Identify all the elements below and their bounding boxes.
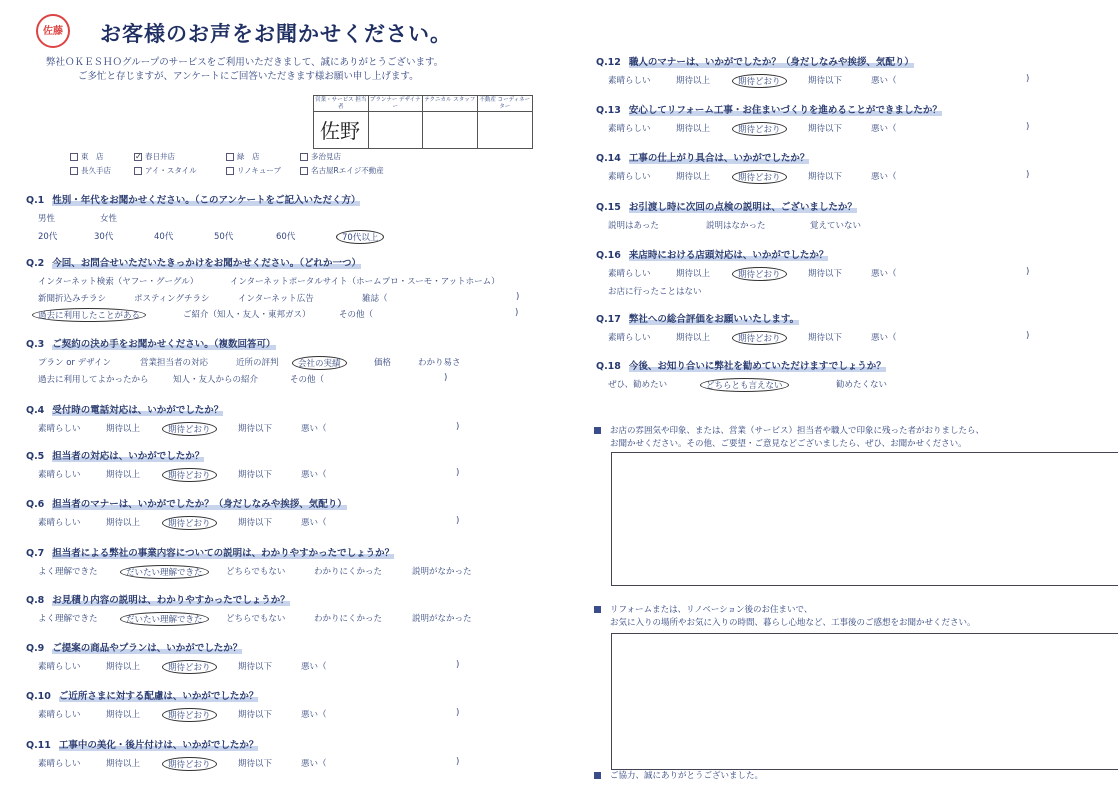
option-bracket-close: ) [1026, 74, 1030, 84]
answer-option[interactable]: 期待以下 [238, 710, 273, 720]
question-heading [26, 448, 204, 462]
question-number: Q.15 [596, 202, 621, 213]
answer-option[interactable]: 覚えていない [810, 221, 862, 231]
answer-option[interactable]: 期待どおり [162, 757, 217, 771]
question-number: Q.4 [26, 405, 45, 416]
question-heading [26, 192, 360, 206]
answer-option[interactable]: 素晴らしい [608, 172, 651, 182]
answer-option[interactable]: 雑誌（ [362, 294, 388, 304]
answer-option[interactable]: ぜひ、勧めたい [608, 380, 668, 390]
question-number: Q.9 [26, 643, 45, 654]
option-bracket-close: ) [515, 308, 519, 318]
answer-option[interactable]: どちらでもない [226, 614, 286, 624]
answer-option[interactable]: 素晴らしい [38, 710, 81, 720]
answer-option[interactable]: 女性 [100, 214, 118, 224]
answer-option[interactable]: 悪い（ [871, 333, 897, 343]
answer-option[interactable]: 悪い（ [301, 662, 327, 672]
store-option[interactable] [134, 151, 175, 162]
question-heading [596, 358, 886, 372]
page-title: お客様のお声をお聞かせください。 [100, 22, 452, 46]
answer-option[interactable]: 期待どおり [162, 708, 217, 722]
answer-option[interactable]: 素晴らしい [38, 518, 81, 528]
question-number: Q.11 [26, 740, 51, 751]
question-text: 工事中の美化・後片付けは、いかがでしたか？ [58, 740, 259, 751]
answer-option[interactable]: 20代 [38, 232, 58, 242]
seal-stamp: 佐藤 [36, 14, 70, 48]
question-heading [26, 640, 242, 654]
question-text: 弊社への総合評価をお願いいたします。 [628, 314, 800, 325]
answer-option[interactable]: 期待以下 [808, 76, 843, 86]
answer-option[interactable]: ポスティングチラシ [134, 294, 210, 304]
answer-option[interactable]: 悪い（ [871, 172, 897, 182]
question-text: ご近所さまに対する配慮は、いかがでしたか？ [58, 691, 259, 702]
answer-option[interactable]: 価格 [374, 358, 392, 368]
answer-option[interactable]: よく理解できた [38, 614, 98, 624]
answer-option[interactable]: 期待以下 [238, 518, 273, 528]
answer-option[interactable]: よく理解できた [38, 567, 98, 577]
answer-option[interactable]: 素晴らしい [38, 470, 81, 480]
checkbox-checked-icon[interactable]: ✓ [135, 152, 142, 161]
answer-option[interactable]: インターネットポータルサイト（ホームプロ・スーモ・アットホーム） [230, 277, 500, 287]
checkbox-icon[interactable] [300, 167, 308, 175]
question-heading [596, 150, 809, 164]
answer-option[interactable]: 悪い（ [301, 424, 327, 434]
store-option[interactable] [70, 165, 111, 176]
answer-option[interactable]: 悪い（ [301, 518, 327, 528]
answer-option[interactable]: 過去に利用してよかったから [38, 375, 149, 385]
option-bracket-close: ) [516, 292, 520, 302]
answer-option[interactable]: 期待以上 [106, 662, 141, 672]
question-number: Q.5 [26, 451, 45, 462]
answer-option[interactable]: 素晴らしい [608, 269, 651, 279]
option-bracket-close: ) [1026, 122, 1030, 132]
question-number: Q.3 [26, 339, 45, 350]
comment-1-prompt [594, 425, 984, 451]
answer-option[interactable]: 期待以下 [238, 662, 273, 672]
question-heading [26, 255, 361, 269]
answer-option[interactable]: 期待以上 [106, 759, 141, 769]
answer-option[interactable]: 70代以上 [336, 230, 384, 244]
checkbox-icon[interactable] [226, 153, 234, 161]
question-number: Q.8 [26, 595, 45, 606]
answer-option[interactable]: 悪い（ [301, 710, 327, 720]
answer-option[interactable]: 60代 [276, 232, 296, 242]
store-label: 長久手店 [81, 166, 111, 175]
question-text: 担当者による弊社の事業内容についての説明は、わかりやすかったでしょうか？ [52, 548, 395, 559]
answer-option[interactable]: 期待以上 [676, 269, 711, 279]
answer-option[interactable]: 期待以下 [238, 470, 273, 480]
answer-option[interactable]: 素晴らしい [608, 333, 651, 343]
footer-thanks [594, 770, 763, 783]
store-label: アイ・スタイル [145, 166, 197, 175]
staff-header: 営業・サービス 担当者 [314, 96, 368, 112]
comment-2-prompt [594, 604, 976, 630]
option-bracket-close: ) [1026, 331, 1030, 341]
question-text: 担当者の対応は、いかがでしたか？ [52, 451, 205, 462]
option-bracket-close: ) [1026, 267, 1030, 277]
staff-header: プランナー デザイナー [369, 96, 423, 112]
question-text: ご提案の商品やプランは、いかがでしたか？ [52, 643, 243, 654]
question-text: 受付時の電話対応は、いかがでしたか？ [52, 405, 224, 416]
store-option[interactable] [70, 151, 104, 162]
question-text: 今回、お問合せいただいたきっかけをお聞かせください。（どれか一つ） [52, 258, 362, 269]
question-number: Q.12 [596, 57, 621, 68]
question-text: 安心してリフォーム工事・お住まいづくりを進めることができましたか？ [628, 105, 942, 116]
question-heading [596, 54, 914, 68]
store-option[interactable] [226, 165, 281, 176]
answer-option[interactable]: 悪い（ [871, 124, 897, 134]
answer-option[interactable]: 悪い（ [301, 759, 327, 769]
comment-1-textarea[interactable] [611, 452, 1118, 586]
question-text: 工事の仕上がり具合は、いかがでしたか？ [628, 153, 810, 164]
question-text: 今後、お知り合いに弊社を勧めていただけますでしょうか？ [628, 361, 886, 372]
question-text: お引渡し時に次回の点検の説明は、ございましたか？ [628, 202, 857, 213]
staff-value: 佐野 [320, 119, 360, 143]
option-bracket-close: ) [456, 757, 460, 767]
comment-1-line-2: お聞かせください。その他、ご要望・ご意見などございましたら、ぜひ、お聞かせください。 [610, 439, 967, 449]
answer-option[interactable]: インターネット広告 [238, 294, 314, 304]
answer-option[interactable]: 新聞折込みチラシ [38, 294, 107, 304]
answer-option[interactable]: 期待以上 [676, 333, 711, 343]
answer-option[interactable]: 悪い（ [301, 470, 327, 480]
answer-option[interactable]: 説明がなかった [412, 567, 472, 577]
answer-option[interactable]: わかりにくかった [314, 567, 383, 577]
question-text: ご契約の決め手をお聞かせください。（複数回答可） [52, 339, 276, 350]
answer-option[interactable]: 営業担当者の対応 [140, 358, 209, 368]
answer-option[interactable]: 期待以上 [106, 424, 141, 434]
question-heading [26, 496, 347, 510]
comment-1-line-1: お店の雰囲気や印象、または、営業（サービス）担当者や職人で印象に残った者がおりましたら、 [610, 426, 985, 436]
staff-cell-technical[interactable] [423, 96, 478, 148]
question-heading [26, 336, 276, 350]
answer-option[interactable]: 男性 [38, 214, 56, 224]
store-label: 名古屋Rエイジ不動産 [311, 166, 384, 175]
answer-option[interactable]: 期待以上 [106, 710, 141, 720]
answer-option[interactable]: 説明はあった [608, 221, 659, 231]
answer-option[interactable]: 素晴らしい [38, 424, 81, 434]
answer-option[interactable]: どちらでもない [226, 567, 286, 577]
answer-option[interactable]: 会社の実績 [292, 356, 347, 370]
option-bracket-close: ) [1026, 170, 1030, 180]
answer-option[interactable]: 期待どおり [732, 122, 787, 136]
option-bracket-close: ) [456, 422, 460, 432]
question-number: Q.17 [596, 314, 621, 325]
answer-option[interactable]: 素晴らしい [608, 76, 651, 86]
question-number: Q.18 [596, 361, 621, 372]
answer-option[interactable]: 説明がなかった [412, 614, 472, 624]
answer-option[interactable]: 期待どおり [732, 170, 787, 184]
answer-option[interactable]: ご紹介（知人・友人・東邦ガス） [183, 310, 311, 320]
question-number: Q.14 [596, 153, 621, 164]
answer-option[interactable]: 期待どおり [732, 74, 787, 88]
question-text: 担当者のマナーは、いかがでしたか？（身だしなみや挨拶、気配り） [52, 499, 347, 510]
answer-option[interactable]: その他（ [339, 310, 374, 320]
question-heading [596, 247, 828, 261]
answer-option[interactable]: 期待どおり [162, 422, 217, 436]
intro-line-2: ご多忙と存じますが、アンケートにご回答いただきます様お願い申し上げます。 [78, 71, 419, 82]
checkbox-icon[interactable] [134, 167, 142, 175]
answer-option[interactable]: 過去に利用したことがある [32, 308, 146, 322]
option-bracket-close: ) [456, 516, 460, 526]
option-bracket-close: ) [456, 660, 460, 670]
answer-option[interactable]: 40代 [154, 232, 174, 242]
answer-option[interactable]: 期待以上 [106, 518, 141, 528]
answer-option[interactable]: どちらとも言えない [700, 378, 789, 392]
option-bracket-close: ) [456, 708, 460, 718]
question-number: Q.2 [26, 258, 45, 269]
question-text: 性別・年代をお聞かせください。（このアンケートをご記入いただく方） [52, 195, 361, 206]
comment-2-line-2: お気に入りの場所やお気に入りの時間、暮らし心地など、工事後のご感想をお聞かせください。 [610, 618, 976, 628]
question-heading [26, 688, 258, 702]
question-text: 職人のマナーは、いかがでしたか？（身だしなみや挨拶、気配り） [628, 57, 914, 68]
answer-option[interactable]: 期待以下 [238, 759, 273, 769]
staff-header: 不動産 コーディネーター [478, 96, 533, 112]
checkbox-icon[interactable] [70, 153, 78, 161]
answer-option[interactable]: 期待以上 [676, 124, 711, 134]
answer-option[interactable]: その他（ [290, 375, 325, 385]
footer-text: ご協力、誠にありがとうございました。 [610, 771, 764, 781]
answer-option[interactable]: 期待以下 [808, 172, 843, 182]
answer-option[interactable]: 素晴らしい [608, 124, 651, 134]
question-heading [26, 592, 290, 606]
comment-2-textarea[interactable] [611, 633, 1118, 770]
bullet-square-icon [594, 427, 601, 434]
answer-option[interactable]: 説明はなかった [706, 221, 766, 231]
staff-cell-sales[interactable] [314, 96, 369, 148]
store-label: 春日井店 [145, 152, 175, 161]
answer-option[interactable]: 期待以下 [808, 333, 843, 343]
question-heading [26, 545, 394, 559]
answer-option[interactable]: インターネット検索（ヤフー・グーグル） [38, 277, 199, 287]
answer-option[interactable]: お店に行ったことはない [608, 287, 702, 297]
question-number: Q.1 [26, 195, 45, 206]
checkbox-icon[interactable] [70, 167, 78, 175]
store-label: 多治見店 [311, 152, 341, 161]
answer-option[interactable]: わかりにくかった [314, 614, 383, 624]
question-heading [26, 402, 223, 416]
bullet-square-icon [594, 772, 601, 779]
answer-option[interactable]: わかり易さ [418, 358, 461, 368]
question-number: Q.6 [26, 499, 45, 510]
answer-option[interactable]: 期待以下 [808, 269, 843, 279]
answer-option[interactable]: 期待以上 [106, 470, 141, 480]
option-bracket-close: ) [456, 468, 460, 478]
question-text: お見積り内容の説明は、わかりやすかったでしょうか？ [52, 595, 290, 606]
answer-option[interactable]: だいたい理解できた [120, 612, 209, 626]
checkbox-icon[interactable] [226, 167, 234, 175]
bullet-square-icon [594, 606, 601, 613]
answer-option[interactable]: 悪い（ [871, 269, 897, 279]
answer-option[interactable]: 期待どおり [162, 660, 217, 674]
question-heading [26, 737, 258, 751]
answer-option[interactable]: 近所の評判 [236, 358, 279, 368]
answer-option[interactable]: 期待どおり [732, 267, 787, 281]
answer-option[interactable]: 期待以下 [238, 424, 273, 434]
answer-option[interactable]: 50代 [214, 232, 234, 242]
question-heading [596, 102, 942, 116]
question-text: 来店時における店頭対応は、いかがでしたか？ [628, 250, 829, 261]
store-option[interactable] [300, 151, 341, 162]
answer-option[interactable]: だいたい理解できた [120, 565, 209, 579]
question-number: Q.16 [596, 250, 621, 261]
answer-option[interactable]: 知人・友人からの紹介 [173, 375, 259, 385]
question-number: Q.10 [26, 691, 51, 702]
staff-header: テクニカル スタッフ [423, 96, 477, 112]
answer-option[interactable]: 悪い（ [871, 76, 897, 86]
answer-option[interactable]: 期待どおり [162, 516, 217, 530]
answer-option[interactable]: 期待以上 [676, 76, 711, 86]
question-number: Q.13 [596, 105, 621, 116]
store-option[interactable] [134, 165, 197, 176]
answer-option[interactable]: 期待以上 [676, 172, 711, 182]
store-label: 東 店 [81, 152, 104, 161]
answer-option[interactable]: 素晴らしい [38, 759, 81, 769]
staff-cell-realestate[interactable] [478, 96, 533, 148]
answer-option[interactable]: 勧めたくない [836, 380, 888, 390]
staff-cell-planner[interactable] [369, 96, 424, 148]
answer-option[interactable]: 30代 [94, 232, 114, 242]
answer-option[interactable]: 素晴らしい [38, 662, 81, 672]
question-heading [596, 199, 857, 213]
store-option[interactable] [300, 165, 384, 176]
comment-2-line-1: リフォームまたは、リノベーション後のお住まいで、 [610, 605, 813, 615]
answer-option[interactable]: プラン or デザイン [38, 358, 112, 368]
answer-option[interactable]: 期待どおり [732, 331, 787, 345]
store-option[interactable] [226, 151, 260, 162]
question-heading [596, 311, 799, 325]
intro-line-1: 弊社ＯＫＥＳＨＯグループのサービスをご利用いただきまして、誠にありがとうございます。 [46, 57, 444, 68]
staff-table [313, 95, 533, 149]
store-label: リノキューブ [237, 166, 282, 175]
answer-option[interactable]: 期待どおり [162, 468, 217, 482]
store-label: 緑 店 [237, 152, 260, 161]
option-bracket-close: ) [444, 373, 448, 383]
answer-option[interactable]: 期待以下 [808, 124, 843, 134]
checkbox-icon[interactable] [300, 153, 308, 161]
question-number: Q.7 [26, 548, 45, 559]
